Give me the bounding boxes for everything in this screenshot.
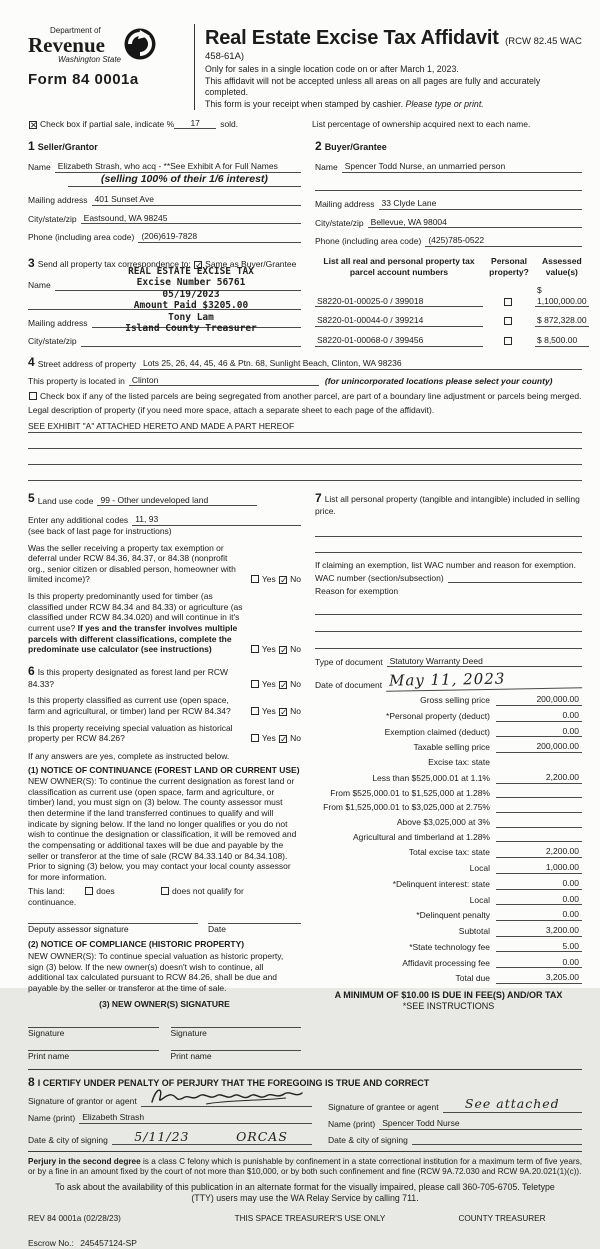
seller-mailing-field[interactable]: 401 Sunset Ave bbox=[92, 194, 301, 206]
exemption-question: Was the seller receiving a property tax exemption or deferral under RCW 84.36, 84.37, or 84.38 (nonprofit org., senior citizen or disabled person, homeowner with limited income)? bbox=[28, 542, 236, 585]
reason-blank-line[interactable] bbox=[315, 603, 582, 615]
timber-no-checkbox[interactable] bbox=[279, 646, 287, 654]
historical-yes-checkbox[interactable] bbox=[251, 734, 259, 742]
tax-correspondence-section bbox=[28, 256, 315, 347]
grantor-print-label: Name (print) bbox=[28, 1112, 76, 1123]
stamp-line: REAL ESTATE EXCISE TAX bbox=[128, 265, 254, 277]
correspondence-city-label: City/state/zip bbox=[28, 336, 77, 347]
certification-section bbox=[28, 1075, 582, 1145]
current-use-question: Is this property classified as current use (open space, farm and agricultural, or timber) land per RCW 84.34? bbox=[28, 695, 231, 717]
grantee-print-extra-line[interactable] bbox=[522, 1120, 582, 1130]
wac-number-field[interactable] bbox=[448, 573, 582, 583]
county-treasurer-label: COUNTY TREASURER bbox=[458, 1213, 546, 1223]
seller-name-field[interactable]: Elizabeth Strash, who acq - **See Exhibit A for Full Names bbox=[55, 161, 301, 173]
forest-land-question: 6 Is this property designated as forest land per RCW 84.33? bbox=[28, 663, 229, 689]
tax-row-label: Excise tax: state bbox=[428, 757, 490, 768]
tax-row-value[interactable] bbox=[496, 832, 582, 842]
parcel-row bbox=[315, 285, 589, 307]
tax-row-value[interactable]: 0.00 bbox=[496, 894, 582, 906]
tax-row-value[interactable]: 200,000.00 bbox=[496, 694, 582, 706]
buyer-name-label: Name bbox=[315, 162, 338, 173]
buyer-mailing-label: Mailing address bbox=[315, 199, 375, 210]
personal-property-tax-section bbox=[315, 491, 582, 1061]
current-use-no-checkbox[interactable] bbox=[279, 708, 287, 716]
buyer-name-extra-line[interactable] bbox=[315, 179, 582, 191]
notice1-body: NEW OWNER(S): To continue the current designation as forest land or classification as current use (open space, farm and agriculture, or timber) land, you must sign on (3) below. The county assessor must then determine if the land transferred continues to qualify and will indicate by signing below. If the land no longer qualifies or you do not wish to continue the designation or classification, it will be removed and the compensating or additional taxes will be due and payable by the seller or transferor at the time of sale (RCW 84.33.140 or 84.34.108). Prior to signing (3) below, you may contact your local county assessor for more information. bbox=[28, 776, 297, 882]
land-use-field[interactable]: 99 - Other undeveloped land bbox=[97, 495, 257, 507]
grantor-date-label: Date & city of signing bbox=[28, 1134, 108, 1145]
document-type-label: Type of document bbox=[315, 656, 383, 667]
parcel-number-field[interactable]: S8220-01-00044-0 / 399214 bbox=[315, 315, 483, 327]
grantee-signature-field[interactable]: See attached bbox=[443, 1096, 582, 1113]
section-3-label: Send all property tax correspondence to: bbox=[37, 258, 191, 269]
section-3-number: 3 bbox=[28, 255, 35, 270]
legal-description-blank-line[interactable] bbox=[28, 453, 582, 465]
revenue-logo-icon bbox=[123, 27, 157, 64]
tax-row-value[interactable]: 2,200.00 bbox=[496, 846, 582, 858]
deputy-date-label: Date bbox=[208, 923, 226, 934]
page-title: Real Estate Excise Tax Affidavit bbox=[205, 27, 499, 49]
parcel-row bbox=[315, 315, 589, 327]
seller-phone-label: Phone (including area code) bbox=[28, 232, 135, 243]
notice2-body: NEW OWNER(S): To continue special valuation as historic property, sign (3) below. If the new owner(s) doesn't wish to continue, all additional tax calculated pursuant to RCW 84.26, shall be due and payable by the seller or transferor at the time of sale. bbox=[28, 950, 284, 993]
tax-computation-table bbox=[315, 694, 582, 984]
buyer-grantee-section bbox=[315, 139, 582, 247]
buyer-mailing-field[interactable]: 33 Clyde Lane bbox=[379, 198, 582, 210]
certify-statement: I CERTIFY UNDER PENALTY OF PERJURY THAT THE FOREGOING IS TRUE AND CORRECT bbox=[37, 1078, 430, 1089]
seller-interest-note: (selling 100% of their 1/6 interest) bbox=[68, 173, 301, 187]
answers-yes-note: If any answers are yes, complete as instructed below. bbox=[28, 750, 230, 761]
tax-row-label: Total due bbox=[455, 973, 490, 984]
timber-yes-checkbox[interactable] bbox=[251, 645, 259, 653]
stamp-line: 05/19/2023 bbox=[162, 288, 220, 300]
buyer-phone-field[interactable]: (425)785-0522 bbox=[425, 235, 582, 247]
tax-row-label: Exemption claimed (deduct) bbox=[384, 726, 490, 737]
perjury-divider bbox=[28, 1151, 582, 1152]
correspondence-city-field[interactable] bbox=[81, 337, 301, 347]
legal-description-label: Legal description of property (if you need more space, attach a separate sheet to each page of the affidavit). bbox=[28, 405, 435, 416]
grantor-signature-label: Signature of grantor or agent bbox=[28, 1096, 137, 1107]
buyer-phone-label: Phone (including area code) bbox=[315, 236, 422, 247]
assessed-value-field[interactable]: $ 872,328.00 bbox=[537, 315, 587, 326]
document-date-label: Date of document bbox=[315, 679, 383, 690]
parcel-row bbox=[315, 335, 589, 347]
forest-yes-checkbox[interactable] bbox=[251, 680, 259, 688]
grantor-print-field[interactable]: Elizabeth Strash bbox=[79, 1112, 242, 1124]
tax-row-value[interactable] bbox=[496, 788, 582, 798]
accessibility-note: To ask about the availability of this publication in an alternate format for the visually impaired, please call 360-705-6705. Teletype (TTY) users may use the WA Relay Service by calling 711. bbox=[55, 1181, 555, 1203]
buyer-city-label: City/state/zip bbox=[315, 217, 364, 228]
tax-row-value[interactable]: 0.00 bbox=[496, 726, 582, 738]
form-header bbox=[28, 24, 582, 110]
land-use-section: 5 Land use code 99 - Other undeveloped land Enter any additional codes 11, 93 (see back of last page for instructions) Was the seller receiving a property tax exemption or deferral under RCW 84.36, 84.37, or 84.38 (nonprofit org., senior citizen or disabled person, homeowner with limited income)? Yes ✓ No Is this property predominantly used for timber (as classified under RCW 84.34 and 84.33) or agriculture (as classified under RCW 84.34.020) and will continue in it's current use? If yes and the transfer involves multiple parcels with different classifications, complete the predominate use calculator (see instructions) Yes ✓ No 6 Is this property designated as forest land per RCW 84.33? Yes ✓ No Is this property classified as current use (open space, farm and agricultural, or timber) land per RCW 84.34? Yes ✓ No Is this property receiving special valuation as historical property per RCW 84.26? Yes ✓ No If any answers are yes, complete as instructed below. (1) NOTICE OF CONTINUANCE (FOREST LAND OR CURRENT USE) NEW OWNER(S): To continue the current designation as forest land or classification as current use (open space, farm and agriculture, or timber) land, you must sign on (3) below. The county assessor must then determine if the land transferred continues to qualify and will indicate by signing below. If the land no longer qualifies or you do not wish to continue the designation or classification, it will be removed and the compensating or additional taxes will be due and payable by the seller or transferor at the time of sale (RCW 84.33.140 or 84.34.108). Prior to signing (3) below, you may contact your local county assessor for more information. This land: does does not qualify for continuance. Deputy assessor signature Date (2) NOTICE OF COMPLIANCE (HISTORIC PROPERTY) NEW OWNER(S): To continue special valuation as historic property, sign (3) below. If the new owner(s) doesn't wish to continue, all additional tax calculated pursuant to RCW 84.26, shall be due and payable by the seller or transferor at the time of sale. (3) NEW OWNER(S) SIGNATURE Signature Signature Print name Print name bbox=[28, 491, 315, 1061]
stamp-line: Amount Paid $3205.00 bbox=[133, 300, 249, 312]
section-5-number: 5 bbox=[28, 491, 35, 506]
personal-property-checkbox[interactable] bbox=[504, 298, 512, 306]
buyer-city-field[interactable]: Bellevue, WA 98004 bbox=[368, 217, 582, 229]
continuance-label: continuance. bbox=[28, 897, 77, 908]
legal-description-field[interactable]: SEE EXHIBIT "A" ATTACHED HERETO AND MADE A PART HEREOF bbox=[28, 421, 582, 434]
notice1-title: (1) NOTICE OF CONTINUANCE (FOREST LAND OR CURRENT USE) bbox=[28, 764, 300, 775]
header-note-3: This form is your receipt when stamped by cashier. Please type or print. bbox=[205, 98, 484, 109]
tax-row-label: Above $3,025,000 at 3% bbox=[396, 817, 490, 828]
partial-sale-sold-label: sold. bbox=[220, 118, 239, 129]
tax-row-label: From $1,525,000.01 to $3,025,000 at 2.75% bbox=[323, 802, 490, 813]
tax-row-value[interactable]: 0.00 bbox=[496, 909, 582, 921]
section-1-title: Seller/Grantor bbox=[37, 142, 98, 153]
seller-city-label: City/state/zip bbox=[28, 213, 77, 224]
tax-row-label: Subtotal bbox=[458, 926, 490, 937]
reason-exemption-label: Reason for exemption bbox=[315, 586, 399, 597]
seller-name-label: Name bbox=[28, 162, 51, 173]
additional-codes-field[interactable]: 11, 93 bbox=[132, 514, 301, 526]
tax-row-value[interactable]: 0.00 bbox=[496, 710, 582, 722]
tax-row-value[interactable]: 1,000.00 bbox=[496, 862, 582, 874]
tax-row-label: Total excise tax: state bbox=[408, 847, 490, 858]
reason-blank-line[interactable] bbox=[315, 620, 582, 632]
same-as-buyer-label: Same as Buyer/Grantee bbox=[205, 258, 297, 269]
tax-row-value[interactable] bbox=[496, 803, 582, 813]
tax-row-label: Taxable selling price bbox=[413, 742, 490, 753]
tax-row-label: Agricultural and timberland at 1.28% bbox=[352, 831, 490, 842]
tax-row-value[interactable]: 3,200.00 bbox=[496, 925, 582, 937]
stamp-line: Island County Treasurer bbox=[125, 323, 257, 335]
tax-row-label: *Personal property (deduct) bbox=[386, 711, 490, 721]
print-name-label: Print name bbox=[28, 1050, 70, 1061]
dor-logo-block bbox=[28, 24, 188, 110]
notice3-title: (3) NEW OWNER(S) SIGNATURE bbox=[99, 999, 230, 1010]
personal-property-blank-line[interactable] bbox=[315, 541, 582, 553]
section-8-divider bbox=[28, 1069, 582, 1070]
forest-no-checkbox[interactable] bbox=[279, 681, 287, 689]
does-not-checkbox[interactable] bbox=[161, 887, 169, 895]
grantor-city-field[interactable]: ORCAS bbox=[212, 1129, 312, 1146]
tax-row-value bbox=[496, 758, 582, 768]
escrow-label: Escrow No.: bbox=[28, 1237, 74, 1248]
header-note-1: Only for sales in a single location code on or after March 1, 2023. bbox=[205, 63, 459, 74]
section-2-title: Buyer/Grantee bbox=[324, 142, 387, 153]
personal-property-checkbox[interactable] bbox=[504, 337, 512, 345]
seller-city-field[interactable]: Eastsound, WA 98245 bbox=[81, 213, 301, 225]
perjury-note: Perjury in the second degree is a class C felony which is punishable by confinement in a state correctional institution for a maximum term of five years, or by a fine in an amount fixed by the court of not more than $10,000, or by both such confinement and fine (RCW 9A.72.030 and RCW 9A.20.021(1)(c)). bbox=[28, 1157, 583, 1177]
reason-blank-line[interactable] bbox=[315, 637, 582, 649]
agency-name-small: Department of bbox=[50, 26, 101, 35]
treasurer-use-label: THIS SPACE TREASURER'S USE ONLY bbox=[234, 1213, 386, 1223]
exemption-claim-note: If claiming an exemption, list WAC number and reason for exemption. bbox=[315, 559, 576, 570]
grantee-date-label: Date & city of signing bbox=[328, 1134, 408, 1145]
tax-row-value[interactable]: 2,200.00 bbox=[496, 772, 582, 784]
section-4-number: 4 bbox=[28, 354, 35, 369]
exemption-yes-checkbox[interactable] bbox=[251, 575, 259, 583]
grantee-signature-label: Signature of grantee or agent bbox=[328, 1102, 439, 1113]
section-2-number: 2 bbox=[315, 139, 322, 154]
agency-state-label: Washington State bbox=[58, 54, 122, 64]
tax-row-label: *Delinquent interest: state bbox=[392, 878, 490, 889]
parcel-number-field[interactable]: S8220-01-00068-0 / 399456 bbox=[315, 335, 483, 347]
escrow-value: 245457124-SP bbox=[80, 1237, 137, 1248]
additional-codes-note: (see back of last page for instructions) bbox=[28, 525, 172, 536]
legal-description-blank-line[interactable] bbox=[28, 437, 582, 449]
legal-description-blank-line[interactable] bbox=[28, 469, 582, 481]
tax-row-label: *Delinquent penalty bbox=[416, 910, 490, 921]
notice2-title: (2) NOTICE OF COMPLIANCE (HISTORIC PROPERTY) bbox=[28, 939, 245, 950]
grantee-print-field[interactable]: Spencer Todd Nurse bbox=[379, 1118, 522, 1130]
treasurer-stamp bbox=[86, 266, 296, 335]
parcel-header-col1: List all real and personal property tax parcel account numbers bbox=[323, 255, 475, 277]
located-in-label: This property is located in bbox=[28, 375, 125, 386]
tax-row-value[interactable]: 3,205.00 bbox=[496, 972, 582, 984]
parcel-table bbox=[315, 256, 589, 347]
grantee-print-label: Name (print) bbox=[328, 1118, 376, 1129]
partial-sale-label: Check box if partial sale, indicate % bbox=[40, 118, 175, 129]
segregated-checkbox[interactable] bbox=[29, 392, 37, 400]
title-rcw-reference: (RCW 82.45 WAC 458-61A) bbox=[205, 36, 582, 62]
wac-number-label: WAC number (section/subsection) bbox=[315, 572, 444, 583]
tax-row-label: Local bbox=[469, 894, 490, 905]
grantee-date-field[interactable] bbox=[412, 1135, 582, 1145]
escrow-line bbox=[28, 1238, 582, 1249]
personal-property-blank-line[interactable] bbox=[315, 525, 582, 537]
parcel-number-field[interactable]: S8220-01-00025-0 / 399018 bbox=[315, 296, 483, 308]
section-7-title: 7 List all personal property (tangible and intangible) included in selling price. bbox=[315, 491, 580, 517]
see-instructions-note: *SEE INSTRUCTIONS bbox=[402, 1001, 495, 1012]
seller-phone-field[interactable]: (206)619-7828 bbox=[138, 231, 301, 243]
additional-codes-label: Enter any additional codes bbox=[28, 515, 129, 526]
form-number: Form 84 0001a bbox=[28, 70, 139, 88]
buyer-name-field[interactable]: Spencer Todd Nurse, an unmarried person bbox=[342, 161, 582, 173]
current-use-yes-checkbox[interactable] bbox=[251, 707, 259, 715]
located-in-note: (for unincorporated locations please select your county) bbox=[324, 375, 553, 386]
seller-grantor-section bbox=[28, 139, 315, 247]
print-name-label: Print name bbox=[170, 1050, 212, 1061]
deputy-signature-label: Deputy assessor signature bbox=[28, 923, 129, 934]
tax-row-label: Affidavit processing fee bbox=[402, 957, 490, 968]
tax-row-value[interactable]: 0.00 bbox=[496, 878, 582, 890]
tax-row-label: Local bbox=[469, 863, 490, 874]
section-8-number: 8 bbox=[28, 1075, 35, 1090]
section-1-number: 1 bbox=[28, 139, 35, 154]
land-use-label: Land use code bbox=[37, 495, 94, 506]
segregated-label: Check box if any of the listed parcels are being segregated from another parcel, are part of a boundary line adjustment or parcels being merged. bbox=[40, 391, 582, 402]
stamp-line: Excise Number 56761 bbox=[136, 277, 246, 289]
correspondence-name-label: Name bbox=[28, 279, 51, 290]
parcel-header-col2: Personal property? bbox=[489, 255, 529, 277]
personal-property-checkbox[interactable] bbox=[504, 317, 512, 325]
tax-row-value[interactable] bbox=[496, 818, 582, 828]
agency-name-big: Revenue bbox=[28, 33, 105, 57]
this-land-row: This land: does does not qualify for bbox=[28, 886, 244, 897]
street-address-field[interactable]: Lots 25, 26, 44, 45, 46 & Ptn. 68, Sunlight Beach, Clinton, WA 98236 bbox=[140, 358, 582, 370]
stamp-line: Tony Lam bbox=[168, 311, 214, 323]
timber-question: Is this property predominantly used for timber (as classified under RCW 84.34 and 84.33) or agriculture (as classified under RCW 84.34.020) and will continue in it's current use? If yes and the transfer involves multiple parcels with different classifications, complete the predominate use calculator (see instructions) bbox=[28, 591, 243, 655]
signature-label: Signature bbox=[170, 1028, 207, 1039]
document-type-field[interactable]: Statutory Warranty Deed bbox=[387, 656, 582, 668]
footer-row bbox=[28, 1214, 582, 1224]
tax-row-value[interactable]: 5.00 bbox=[496, 941, 582, 953]
document-date-field[interactable]: May 11, 2023 bbox=[386, 669, 582, 692]
title-line bbox=[205, 26, 582, 63]
grantor-signature-image bbox=[146, 1084, 306, 1110]
assessed-value-field[interactable]: $ 8,500.00 bbox=[535, 335, 589, 347]
correspondence-mailing-label: Mailing address bbox=[28, 317, 88, 328]
property-address-section bbox=[28, 355, 582, 482]
historical-question: Is this property receiving special valuation as historical property per RCW 84.26? bbox=[28, 722, 233, 744]
tax-row-value[interactable]: 0.00 bbox=[496, 957, 582, 969]
partial-sale-checkbox[interactable] bbox=[29, 121, 37, 129]
ownership-percentage-note: List percentage of ownership acquired next to each name. bbox=[312, 118, 531, 129]
grantor-date-field[interactable]: 5/11/23 bbox=[112, 1129, 212, 1146]
tax-row-value[interactable]: 200,000.00 bbox=[496, 741, 582, 753]
header-note-2: This affidavit will not be accepted unless all areas on all pages are fully and accurately completed. bbox=[205, 75, 541, 97]
does-checkbox[interactable] bbox=[85, 887, 93, 895]
signature-label: Signature bbox=[28, 1028, 65, 1039]
seller-mailing-label: Mailing address bbox=[28, 195, 88, 206]
tax-row-label: *State technology fee bbox=[409, 941, 490, 952]
grantor-print-extra-line[interactable] bbox=[242, 1114, 312, 1124]
tax-row-label: From $525,000.01 to $1,525,000 at 1.28% bbox=[330, 787, 490, 798]
header-divider bbox=[194, 24, 195, 110]
assessed-value-field[interactable]: $ 1,100,000.00 bbox=[537, 285, 587, 306]
historical-no-checkbox[interactable] bbox=[279, 735, 287, 743]
rev-number: REV 84 0001a (02/28/23) bbox=[28, 1213, 121, 1223]
tax-row-label: Less than $525,000.01 at 1.1% bbox=[372, 772, 490, 783]
located-in-field[interactable]: Clinton bbox=[129, 375, 319, 387]
parcel-header-col3: Assessed value(s) bbox=[541, 255, 582, 277]
partial-sale-percent-field[interactable]: 17 bbox=[174, 118, 216, 130]
exemption-no-checkbox[interactable] bbox=[279, 576, 287, 584]
minimum-due-note: A MINIMUM OF $10.00 IS DUE IN FEE(S) AND/OR TAX bbox=[334, 989, 563, 1000]
street-address-label: Street address of property bbox=[37, 359, 136, 370]
tax-row-label: Gross selling price bbox=[420, 695, 490, 706]
